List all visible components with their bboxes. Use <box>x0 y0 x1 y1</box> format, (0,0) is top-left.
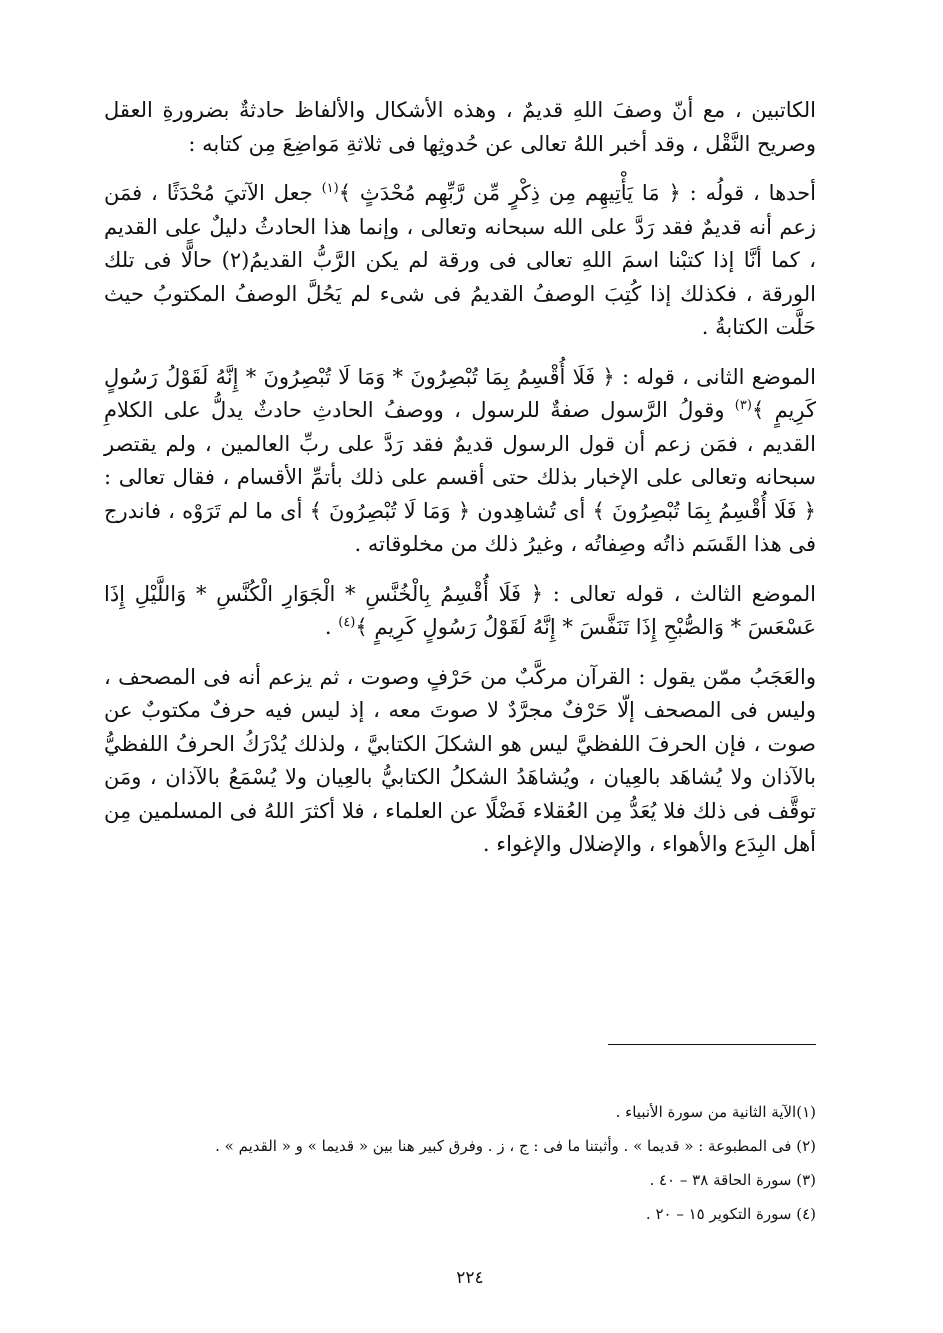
footnote-marker-4: (٤) <box>338 615 356 630</box>
footnote-4: (٤) سورة التكوير ١٥ – ٢٠ . <box>645 1205 816 1223</box>
page-number: ٢٢٤ <box>456 1268 484 1288</box>
paragraph-5 <box>104 661 816 862</box>
main-text <box>104 94 816 878</box>
paragraph-1-text: الكاتبين ، مع أنّ وصفَ اللهِ قديمٌ ، وهذه الأشكال والألفاظ حادثةٌ بضرورةِ العقل وصريح النَّقْل ، وقد أخبر اللهُ تعالى عن حُدوثِها فى ثلاثةِ مَواضِعَ مِن كتابه : <box>104 98 816 156</box>
paragraph-3-text-start: الموضع الثانى ، قوله : ﴿ فَلَا أُقْسِمُ بِمَا تُبْصِرُونَ * وَمَا لَا تُبْصِرُونَ * إِنَّهُ لَقَوْلُ رَسُولٍ كَرِيمٍ ﴾ <box>104 364 816 422</box>
footnote-2: (٢) فى المطبوعة : « قديما » . وأثبتنا ما فى : ج ، ز . وفرق كبير هنا بين « قديما » و « القديم » . <box>215 1137 816 1155</box>
footnote-1: (١)الآية الثانية من سورة الأنبياء . <box>615 1103 816 1121</box>
footnote-divider <box>608 1044 816 1045</box>
paragraph-2-text-start: أحدها ، قولُه : ﴿ مَا يَأْتِيهِم مِن ذِكْرٍ مِّن رَّبِّهِم مُحْدَثٍ ﴾ <box>338 181 816 205</box>
paragraph-2-text-end: جعل الآتيَ مُحْدَثًا ، فمَن زعم أنه قديمٌ فقد رَدَّ على الله سبحانه وتعالى ، وإنما هذا الحادثُ دليلٌ على القديم ، كما أنَّا إذا كتبْنا اسمَ اللهِ تعالى فى ورقة لم يكن الرَّبُّ القديمُ(٢) حالًّا فى تلك الورقة ، فكذلك إذا كُتِبَ الوصفُ القديمُ فى شىء لم يَحُلَّ الوصفُ المكتوبُ حيث حَلَّت الكتابةُ . <box>104 181 816 339</box>
paragraph-3-text-end: وقولُ الرَّسول صفةٌ للرسول ، ووصفُ الحادثِ حادثٌ يدلُّ على الكلامِ القديم ، فمَن زعم أن قول الرسول قديمٌ فقد رَدَّ على ربِّ العالمين ، ولم يقتصر سبحانه وتعالى على الإخبار بذلك حتى أقسم على ذلك بأتمِّ الأقسام ، فقال تعالى : ﴿ فَلَا أُقْسِمُ بِمَا تُبْصِرُونَ ﴾ أى تُشاهِدون ﴿ وَمَا لَا تُبْصِرُونَ ﴾ أى ما لم تَرَوْه ، فاندرج فى هذا القَسَم ذاتُه وصِفاتُه ، وغيرُ ذلك من مخلوقاته . <box>104 398 816 556</box>
paragraph-4-text-end: . <box>324 615 339 639</box>
footnote-marker-3: (٣) <box>734 398 752 413</box>
paragraph-1 <box>104 94 816 161</box>
footnote-3: (٣) سورة الحاقة ٣٨ – ٤٠ . <box>649 1171 816 1189</box>
footnote-marker-1: (١) <box>321 181 339 196</box>
paragraph-4-text-start: الموضع الثالث ، قوله تعالى : ﴿ فَلَا أُقْسِمُ بِالْخُنَّسِ * الْجَوَارِ الْكُنَّسِ * وَاللَّيْلِ إِذَا عَسْعَسَ * وَالصُّبْحِ إِذَا تَنَفَّسَ * إِنَّهُ لَقَوْلُ رَسُولٍ كَرِيمٍ ﴾ <box>104 581 816 639</box>
paragraph-2 <box>104 177 816 345</box>
paragraph-3 <box>104 361 816 562</box>
paragraph-4 <box>104 578 816 645</box>
footnotes <box>104 1095 816 1231</box>
paragraph-5-text: والعَجَبُ ممّن يقول : القرآن مركَّبٌ من حَرْفٍ وصوت ، ثم يزعم أنه فى المصحف ، وليس فى المصحف إلّا حَرْفٌ مجرَّدٌ لا صوتَ معه ، إذ ليس فيه حرفٌ مكتوبٌ عن صوت ، فإن الحرفَ اللفظيَّ ليس هو الشكلَ الكتابيَّ ، ولذلك يُدْرَكُ الحرفُ اللفظيُّ بالآذان ولا يُشاهَد بالعِيان ، ويُشاهَدُ الشكلُ الكتابيُّ بالعِيان ولا يُسْمَعُ بالآذان ، ومَن توقَّف فى ذلك فلا يُعَدُّ مِن العُقلاء فَضْلًا عن العلماء ، فلا أكثرَ اللهُ فى المسلمين مِن أهل البِدَع والأهواء ، والإضلال والإغواء . <box>104 664 816 856</box>
